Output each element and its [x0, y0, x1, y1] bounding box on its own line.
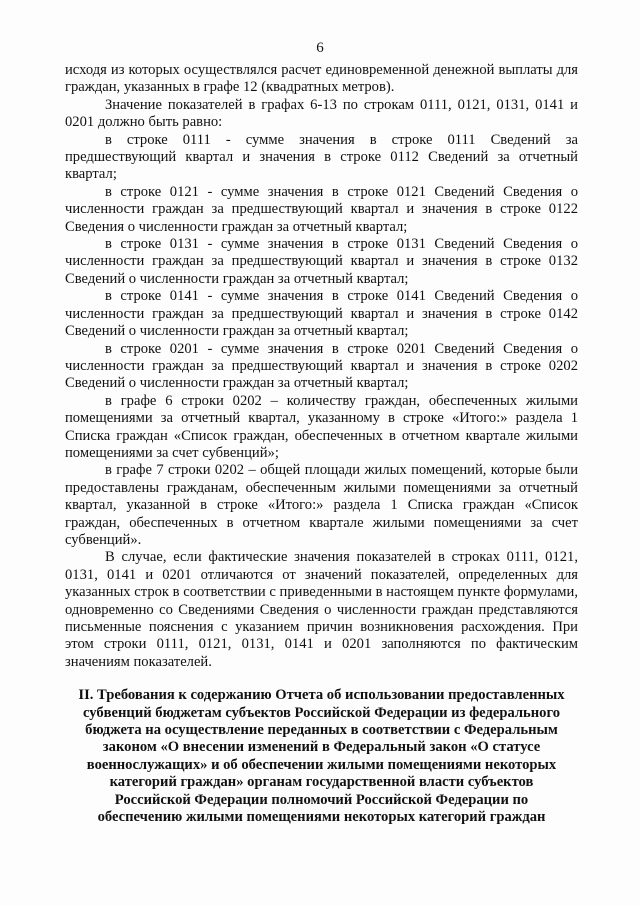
section-heading-line: законом «О внесении изменений в Федеральный закон «О статусе: [102, 739, 541, 756]
page-number: 6: [316, 40, 324, 56]
section-heading-line: субвенций бюджетам субъектов Российской Федерации из федерального: [82, 704, 561, 721]
paragraph: Значение показателей в графах 6-13 по строкам 0111, 0121, 0131, 0141 и 0201 должно быть равно:: [65, 96, 578, 131]
paragraph: в строке 0121 - сумме значения в строке 0121 Сведений Сведения о численности граждан за предшествующий квартал и значения в строке 0122 Сведения о численности граждан за отчетный квартал;: [65, 183, 578, 235]
paragraph: в строке 0111 - сумме значения в строке 0111 Сведений за предшествующий квартал и значения в строке 0112 Сведений за отчетный квартал;: [65, 131, 578, 183]
paragraph: В случае, если фактические значения показателей в строках 0111, 0121, 0131, 0141 и 0201 отличаются от значений показателей, определенных для указанных строк в соответствии с приведенными в настоящем пункте формулами, одновременно со Сведениями Сведения о численности граждан представляются письменные пояснения с указанием причин возникновения расхождения. При этом строки 0111, 0121, 0131, 0141 и 0201 заполняются по фактическим значениям показателей.: [65, 549, 578, 670]
section-heading-line: бюджета на осуществление переданных в соответствии с Федеральным: [85, 722, 558, 739]
document-body: [65, 62, 578, 826]
section-heading-line: II. Требования к содержанию Отчета об использовании предоставленных: [78, 687, 565, 704]
section-heading-line: категорий граждан» органам государственной власти субъектов: [109, 774, 534, 791]
paragraph: в графе 6 строки 0202 – количеству граждан, обеспеченных жилыми помещениями за отчетный квартал, указанному в строке «Итого:» раздела 1 Списка граждан «Список граждан, обеспеченных в отчетном квартале жилыми помещениями за счет субвенций»;: [65, 392, 578, 461]
paragraph: в строке 0201 - сумме значения в строке 0201 Сведений Сведения о численности граждан за предшествующий квартал и значения в строке 0202 Сведений о численности граждан за отчетный квартал;: [65, 340, 578, 392]
paragraph: в строке 0141 - сумме значения в строке 0141 Сведений Сведения о численности граждан за предшествующий квартал и значения в строке 0142 Сведений о численности граждан за отчетный квартал;: [65, 288, 578, 340]
paragraph: исходя из которых осуществлялся расчет единовременной денежной выплаты для граждан, указанных в графе 12 (квадратных метров).: [65, 62, 578, 96]
section-heading: [65, 687, 578, 826]
paragraph: в строке 0131 - сумме значения в строке 0131 Сведений Сведения о численности граждан за предшествующий квартал и значения в строке 0132 Сведений о численности граждан за отчетный квартал;: [65, 236, 578, 287]
section-heading-line: военнослужащих» и об обеспечении жилыми помещениями некоторых: [86, 756, 557, 773]
section-heading-line: Российской Федерации полномочий Российской Федерации по: [114, 791, 529, 808]
paragraph: в графе 7 строки 0202 – общей площади жилых помещений, которые были предоставлены гражданам, обеспеченным жилыми помещениями за отчетный квартал, указанной в строке «Итого:» раздела 1 Списка граждан «Список граждан, обеспеченных в отчетном квартале жилыми помещениями за счет субвенций».: [65, 462, 578, 548]
section-heading-line: обеспечению жилыми помещениями некоторых категорий граждан: [97, 809, 546, 826]
